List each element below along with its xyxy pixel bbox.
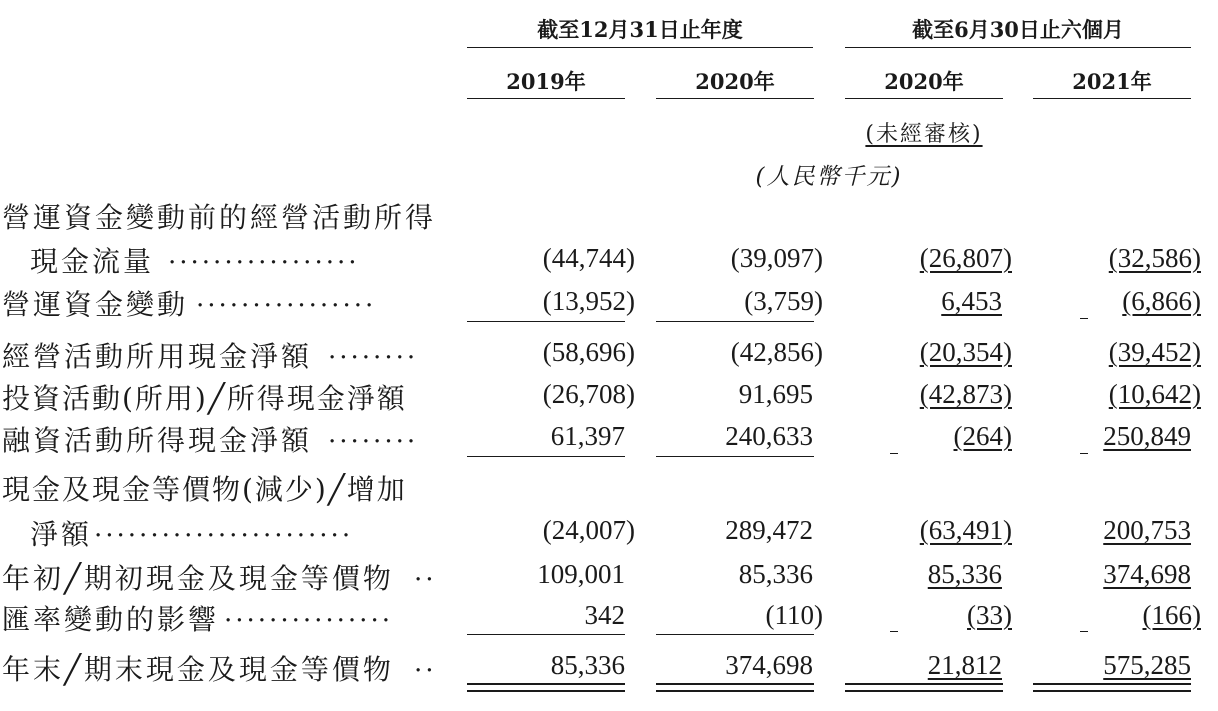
subtotal-rule	[656, 634, 814, 635]
value-cell: 61,397	[550, 421, 625, 451]
value-cell: 240,633	[725, 421, 813, 451]
row-label: 現金流量	[30, 245, 155, 278]
value-cell: 289,472	[725, 515, 813, 545]
leader-dots: ..	[414, 648, 437, 678]
value-cell: 85,336	[738, 559, 813, 589]
value-cell: (32,586)	[1108, 243, 1201, 273]
subtotal-tick	[1080, 631, 1088, 632]
value-cell: 109,001	[537, 559, 625, 589]
value-cell: (3,759)	[744, 286, 823, 316]
year-end-group-rule	[467, 47, 813, 48]
value-cell: (26,708)	[542, 379, 635, 409]
subtotal-rule	[467, 456, 625, 457]
row-label: 匯率變動的影響	[2, 603, 220, 636]
leader-dots: ...............	[224, 598, 393, 628]
six-month-group-title: 截至6月30日止六個月	[912, 17, 1124, 42]
subtotal-rule	[467, 321, 625, 322]
unit-note: (人民幣千元)	[755, 164, 903, 190]
value-cell: (24,007)	[542, 515, 635, 545]
row-label: 淨額	[30, 518, 93, 551]
column-header-rule	[467, 98, 625, 99]
six-month-group-rule	[845, 47, 1191, 48]
value-cell: 85,336	[927, 559, 1002, 589]
leader-dots: .......................	[94, 513, 354, 543]
value-cell: (39,452)	[1108, 337, 1201, 367]
subtotal-tick	[890, 631, 898, 632]
column-header-2020-fy: 2020年	[695, 69, 775, 94]
subtotal-tick	[1080, 453, 1088, 454]
column-header-2020-6m: 2020年	[884, 69, 964, 94]
value-cell: (42,856)	[730, 337, 823, 367]
total-double-rule	[467, 683, 625, 692]
subtotal-rule	[467, 634, 625, 635]
leader-dots: ........	[328, 335, 419, 365]
total-double-rule	[656, 683, 814, 692]
value-cell: (264)	[953, 421, 1012, 451]
row-label: 現金及現金等價物(減少)╱增加	[2, 473, 407, 506]
value-cell: (44,744)	[542, 243, 635, 273]
value-cell: (58,696)	[542, 337, 635, 367]
column-header-rule	[656, 98, 814, 99]
value-cell: (6,866)	[1122, 286, 1201, 316]
subtotal-rule	[656, 321, 814, 322]
row-label: 營運資金變動	[2, 288, 189, 321]
value-cell: (166)	[1142, 600, 1201, 630]
total-double-rule	[845, 683, 1003, 692]
value-cell: (26,807)	[919, 243, 1012, 273]
value-cell: 374,698	[1103, 559, 1191, 589]
leader-dots: ................	[196, 283, 377, 313]
value-cell: 91,695	[738, 379, 813, 409]
column-header-2019: 2019年	[506, 69, 586, 94]
row-label: 投資活動(所用)╱所得現金淨額	[2, 382, 407, 415]
value-cell: 21,812	[927, 650, 1002, 680]
year-end-group-title: 截至12月31日止年度	[537, 17, 743, 42]
value-cell: (10,642)	[1108, 379, 1201, 409]
value-cell: 374,698	[725, 650, 813, 680]
subtotal-tick	[1080, 318, 1088, 319]
row-label: 經營活動所用現金淨額	[2, 340, 313, 373]
row-label: 營運資金變動前的經營活動所得	[2, 201, 437, 234]
unaudited-note: (未經審核)	[865, 122, 983, 147]
value-cell: (33)	[967, 600, 1012, 630]
value-cell: 342	[584, 600, 625, 630]
leader-dots: .................	[168, 240, 360, 270]
subtotal-rule	[656, 456, 814, 457]
row-label: 融資活動所得現金淨額	[2, 424, 313, 457]
column-header-rule	[1033, 98, 1191, 99]
column-header-2021-6m: 2021年	[1072, 69, 1152, 94]
value-cell: (63,491)	[919, 515, 1012, 545]
value-cell: (39,097)	[730, 243, 823, 273]
leader-dots: ..	[414, 557, 437, 587]
value-cell: (20,354)	[919, 337, 1012, 367]
value-cell: 575,285	[1103, 650, 1191, 680]
value-cell: (42,873)	[919, 379, 1012, 409]
row-label: 年末╱期末現金及現金等價物	[2, 653, 394, 686]
value-cell: 6,453	[941, 286, 1002, 316]
total-double-rule	[1033, 683, 1191, 692]
subtotal-tick	[890, 453, 898, 454]
value-cell: 85,336	[550, 650, 625, 680]
value-cell: (110)	[765, 600, 823, 630]
column-header-rule	[845, 98, 1003, 99]
value-cell: 250,849	[1103, 421, 1191, 451]
row-label: 年初╱期初現金及現金等價物	[2, 562, 394, 595]
leader-dots: ........	[328, 419, 419, 449]
value-cell: 200,753	[1103, 515, 1191, 545]
value-cell: (13,952)	[542, 286, 635, 316]
